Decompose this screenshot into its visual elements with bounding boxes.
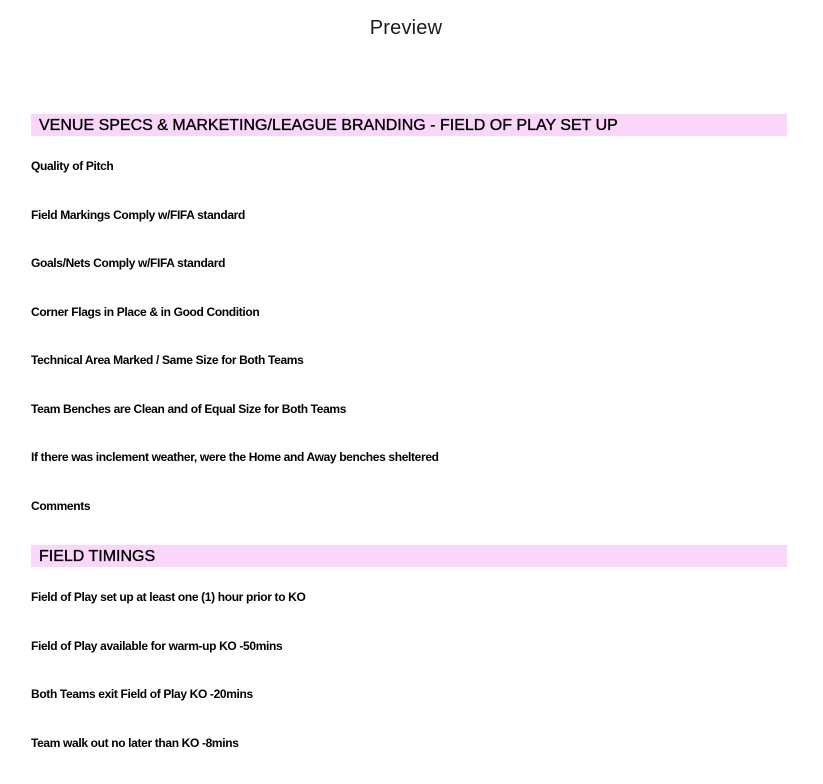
checklist-item-goals-nets: Goals/Nets Comply w/FIFA standard bbox=[31, 256, 787, 305]
preview-title: Preview bbox=[0, 17, 812, 40]
checklist-item-field-setup: Field of Play set up at least one (1) hour prior to KO bbox=[31, 590, 787, 639]
checklist-item-comments: Comments bbox=[31, 499, 787, 548]
checklist-item-quality-of-pitch: Quality of Pitch bbox=[31, 159, 787, 208]
checklist-item-teams-exit: Both Teams exit Field of Play KO -20mins bbox=[31, 687, 787, 736]
section-heading: VENUE SPECS & MARKETING/LEAGUE BRANDING - FIELD OF PLAY SET UP bbox=[31, 114, 787, 136]
section-items bbox=[31, 567, 787, 784]
checklist-item-corner-flags: Corner Flags in Place & in Good Condition bbox=[31, 305, 787, 354]
checklist-item-field-markings: Field Markings Comply w/FIFA standard bbox=[31, 208, 787, 257]
checklist-item-technical-area: Technical Area Marked / Same Size for Both Teams bbox=[31, 353, 787, 402]
section-items bbox=[31, 136, 787, 547]
section-venue-specs bbox=[31, 114, 787, 547]
section-heading: FIELD TIMINGS bbox=[31, 545, 787, 567]
section-field-timings bbox=[31, 545, 787, 784]
checklist-item-inclement-weather: If there was inclement weather, were the Home and Away benches sheltered bbox=[31, 450, 787, 499]
checklist-item-warm-up: Field of Play available for warm-up KO -50mins bbox=[31, 639, 787, 688]
checklist-item-walk-out: Team walk out no later than KO -8mins bbox=[31, 736, 787, 784]
checklist-item-team-benches: Team Benches are Clean and of Equal Size for Both Teams bbox=[31, 402, 787, 451]
